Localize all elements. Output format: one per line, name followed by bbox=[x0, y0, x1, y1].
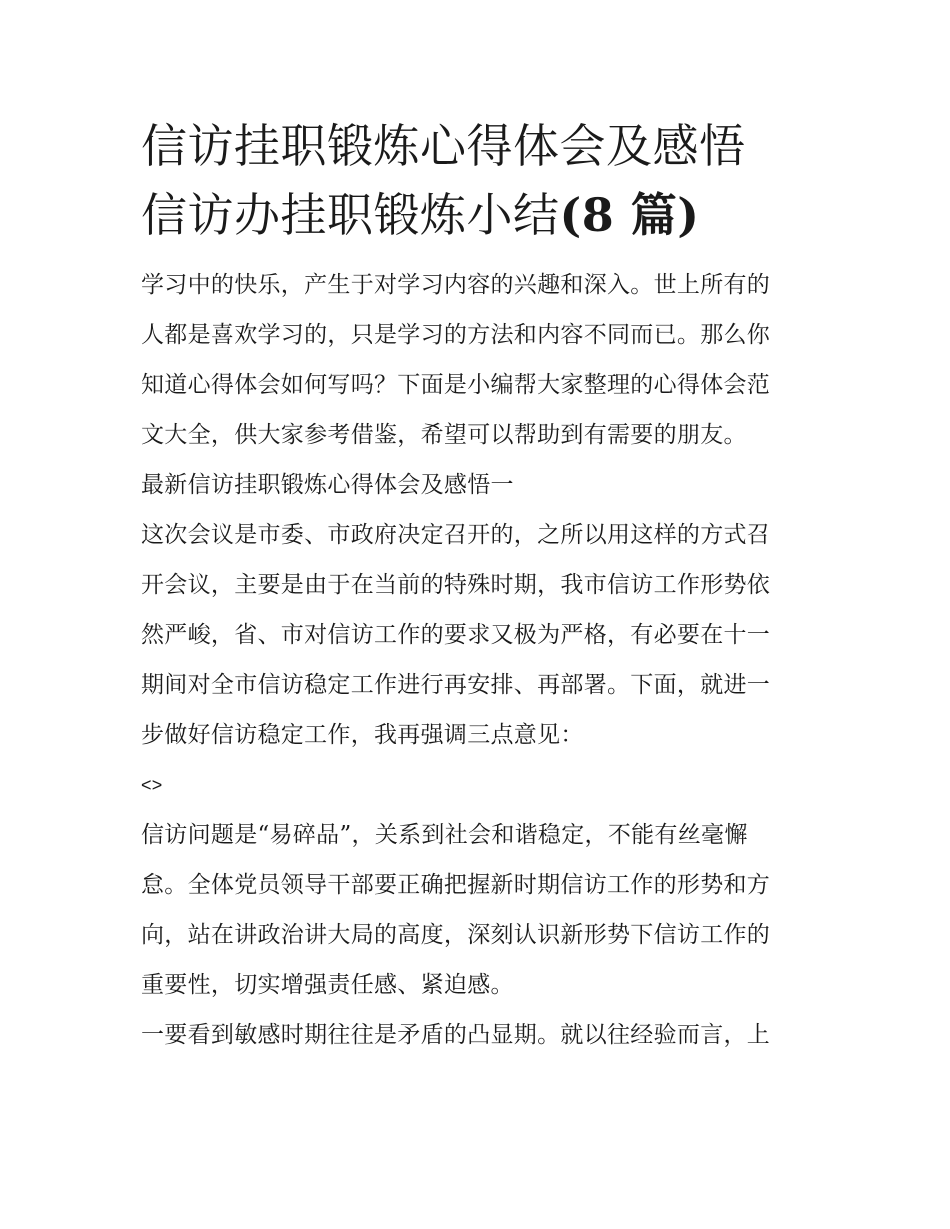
body-line: 人都是喜欢学习的，只是学习的方法和内容不同而已。那么你 bbox=[141, 322, 771, 348]
body-line: 怠。全体党员领导干部要正确把握新时期信访工作的形势和方 bbox=[141, 872, 771, 898]
title-line-2: 信访办挂职锻炼小结 bbox=[141, 188, 560, 242]
body-line: 开会议，主要是由于在当前的特殊时期，我市信访工作形势依 bbox=[141, 572, 771, 598]
body-line: 知道心得体会如何写吗？下面是小编帮大家整理的心得体会范 bbox=[141, 372, 771, 398]
body-line: 步做好信访稳定工作，我再强调三点意见： bbox=[141, 722, 584, 748]
document-body bbox=[141, 260, 821, 1060]
title-line-1: 信访挂职锻炼心得体会及感悟 bbox=[141, 119, 746, 173]
section-heading: 最新信访挂职锻炼心得体会及感悟一 bbox=[141, 472, 514, 498]
body-line: 学习中的快乐，产生于对学习内容的兴趣和深入。世上所有的 bbox=[141, 272, 771, 298]
body-line: 期间对全市信访稳定工作进行再安排、再部署。下面，就进一 bbox=[141, 672, 771, 698]
body-line: 一要看到敏感时期往往是矛盾的凸显期。就以往经验而言，上 bbox=[141, 1022, 771, 1048]
body-line: 然严峻，省、市对信访工作的要求又极为严格，有必要在十一 bbox=[141, 622, 771, 648]
placeholder-marker: <> bbox=[141, 775, 163, 795]
body-line: 信访问题是“易碎品”，关系到社会和谐稳定，不能有丝毫懈 bbox=[141, 822, 748, 848]
body-line: 文大全，供大家参考借鉴，希望可以帮助到有需要的朋友。 bbox=[141, 422, 747, 448]
body-line: 这次会议是市委、市政府决定召开的，之所以用这样的方式召 bbox=[141, 522, 771, 548]
title-line-2-suffix: (8 篇) bbox=[559, 188, 700, 242]
body-line: 重要性，切实增强责任感、紧迫感。 bbox=[141, 972, 514, 998]
body-line: 向，站在讲政治讲大局的高度，深刻认识新形势下信访工作的 bbox=[141, 922, 771, 948]
document-title bbox=[141, 112, 821, 250]
document-page bbox=[141, 112, 821, 1060]
